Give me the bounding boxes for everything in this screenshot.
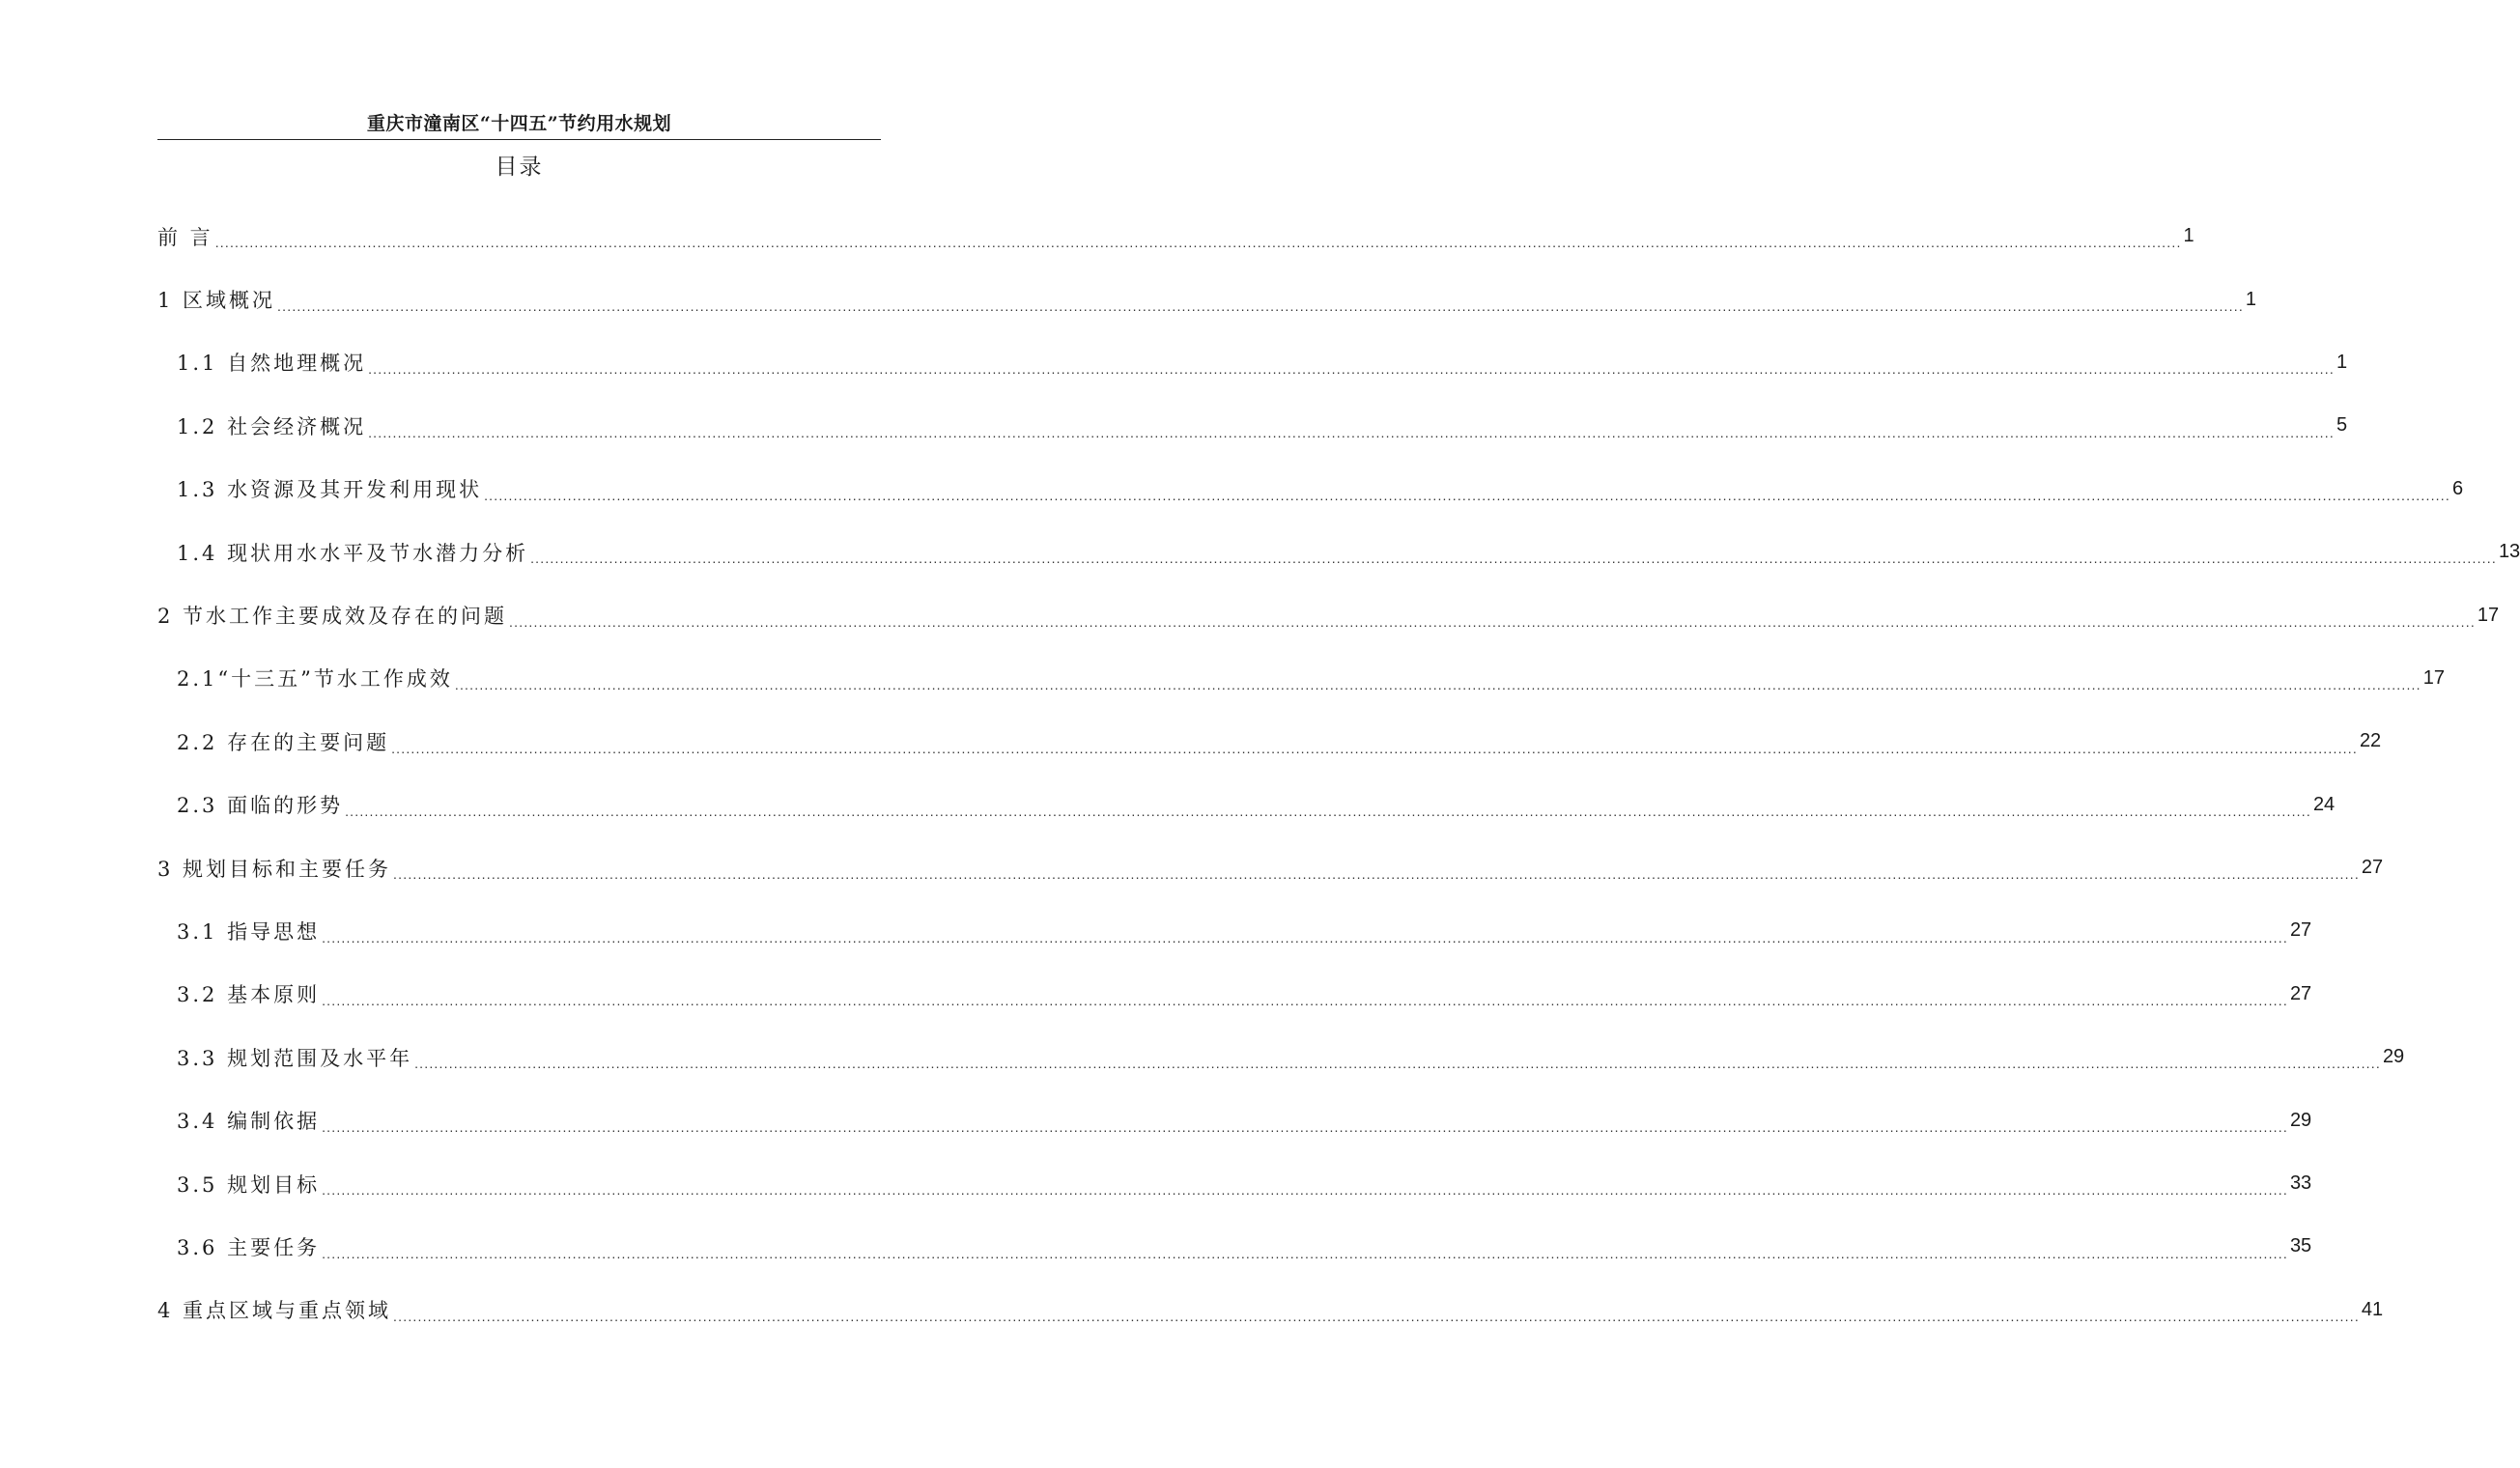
toc-entry-label: 3.3 规划范围及水平年	[177, 1046, 413, 1070]
toc-entry-page-number: 17	[2477, 604, 2500, 626]
toc-dot-leader: ................................................................................................................................................................................................................................................................................................................................................................................................................	[530, 550, 2497, 567]
toc-entry[interactable]	[157, 1279, 2384, 1341]
toc-dot-leader: ................................................................................................................................................................................................................................................................................................................................................................................................................	[393, 1309, 2360, 1325]
toc-dot-leader: ................................................................................................................................................................................................................................................................................................................................................................................................................	[391, 740, 2358, 756]
toc-dot-leader: ................................................................................................................................................................................................................................................................................................................................................................................................................	[322, 1118, 2288, 1135]
toc-entry-label: 1.1 自然地理概况	[177, 352, 367, 376]
toc-entry[interactable]	[157, 836, 2384, 899]
toc-entry-label: 2.2 存在的主要问题	[177, 730, 390, 754]
toc-entry[interactable]	[157, 205, 2194, 268]
toc-dot-leader: ................................................................................................................................................................................................................................................................................................................................................................................................................	[322, 993, 2288, 1009]
toc-entry[interactable]	[157, 710, 2382, 773]
toc-entry-page-number: 5	[2336, 414, 2348, 437]
toc-entry-label: 1.4 现状用水水平及节水潜力分析	[177, 541, 529, 565]
toc-dot-leader: ................................................................................................................................................................................................................................................................................................................................................................................................................	[368, 424, 2335, 440]
toc-entry-page-number: 27	[2289, 919, 2312, 942]
toc-entry-label: 2 节水工作主要成效及存在的问题	[157, 605, 508, 629]
toc-dot-leader: ................................................................................................................................................................................................................................................................................................................................................................................................................	[322, 929, 2288, 946]
toc-dot-leader: ................................................................................................................................................................................................................................................................................................................................................................................................................	[509, 613, 2476, 630]
toc-dot-leader: ................................................................................................................................................................................................................................................................................................................................................................................................................	[454, 677, 2421, 693]
toc-entry[interactable]	[157, 1215, 2312, 1278]
toc-dot-leader: ................................................................................................................................................................................................................................................................................................................................................................................................................	[393, 866, 2360, 883]
toc-entry-page-number: 27	[2361, 857, 2384, 879]
toc-dot-leader: ................................................................................................................................................................................................................................................................................................................................................................................................................	[368, 361, 2335, 378]
toc-dot-leader: ................................................................................................................................................................................................................................................................................................................................................................................................................	[322, 1182, 2288, 1199]
toc-dot-leader: ................................................................................................................................................................................................................................................................................................................................................................................................................	[345, 803, 2311, 819]
toc-dot-leader: ................................................................................................................................................................................................................................................................................................................................................................................................................	[414, 1056, 2381, 1072]
toc-entry-label: 3.1 指导思想	[177, 919, 321, 944]
toc-entry[interactable]	[157, 394, 2348, 457]
toc-entry-page-number: 13	[2498, 541, 2520, 563]
toc-entry-page-number: 24	[2312, 793, 2336, 815]
toc-title: 目录	[495, 155, 544, 180]
toc-entry-page-number: 27	[2289, 982, 2312, 1004]
toc-entry-label: 3.4 编制依据	[177, 1110, 321, 1134]
toc-entry-label: 2.3 面临的形势	[177, 794, 344, 818]
toc-dot-leader: ................................................................................................................................................................................................................................................................................................................................................................................................................	[484, 487, 2450, 503]
toc-entry-label: 3.5 规划目标	[177, 1172, 321, 1197]
toc-entry[interactable]	[157, 583, 2500, 646]
toc-entry-page-number: 22	[2359, 730, 2382, 752]
toc-entry-page-number: 41	[2361, 1298, 2384, 1320]
toc-entry-page-number: 17	[2422, 666, 2445, 689]
toc-entry-page-number: 6	[2451, 477, 2464, 499]
toc-entry[interactable]	[157, 331, 2348, 394]
toc-entry-label: 前 言	[157, 225, 213, 249]
toc-entry[interactable]	[157, 521, 2520, 583]
toc-entry-label: 1.2 社会经济概况	[177, 414, 367, 438]
header-rule	[157, 139, 881, 140]
toc-entry-page-number: 1	[2336, 351, 2348, 373]
toc-entry-label: 1.3 水资源及其开发利用现状	[177, 478, 483, 502]
toc-entry-label: 3 规划目标和主要任务	[157, 857, 392, 881]
toc-entry[interactable]	[157, 1152, 2312, 1215]
toc-entry[interactable]	[157, 899, 2312, 962]
toc-entry[interactable]	[157, 1088, 2312, 1151]
page-header-title: 重庆市潼南区“十四五”节约用水规划	[366, 113, 672, 134]
toc-entry-page-number: 29	[2382, 1046, 2405, 1068]
toc-entry[interactable]	[157, 963, 2312, 1026]
toc-entry-label: 1 区域概况	[157, 289, 276, 313]
toc-entry-label: 3.6 主要任务	[177, 1235, 321, 1259]
toc-entry-label: 2.1“十三五”节水工作成效	[177, 667, 453, 692]
toc-entry-page-number: 29	[2289, 1109, 2312, 1131]
toc-entry[interactable]	[157, 458, 2464, 521]
toc-entry[interactable]	[157, 268, 2257, 330]
toc-entry-page-number: 1	[2245, 288, 2257, 310]
toc-entry-page-number: 1	[2183, 225, 2194, 247]
toc-entry[interactable]	[157, 774, 2336, 836]
toc-entry-label: 3.2 基本原则	[177, 983, 321, 1007]
toc-dot-leader: ................................................................................................................................................................................................................................................................................................................................................................................................................	[322, 1245, 2288, 1261]
table-of-contents	[157, 205, 2520, 1341]
toc-dot-leader: ................................................................................................................................................................................................................................................................................................................................................................................................................	[214, 235, 2182, 251]
toc-entry-page-number: 33	[2289, 1172, 2312, 1195]
toc-dot-leader: ................................................................................................................................................................................................................................................................................................................................................................................................................	[277, 297, 2244, 314]
toc-entry-label: 4 重点区域与重点领域	[157, 1299, 392, 1323]
toc-entry[interactable]	[157, 1026, 2405, 1088]
toc-entry[interactable]	[157, 647, 2445, 710]
toc-entry-page-number: 35	[2289, 1235, 2312, 1257]
